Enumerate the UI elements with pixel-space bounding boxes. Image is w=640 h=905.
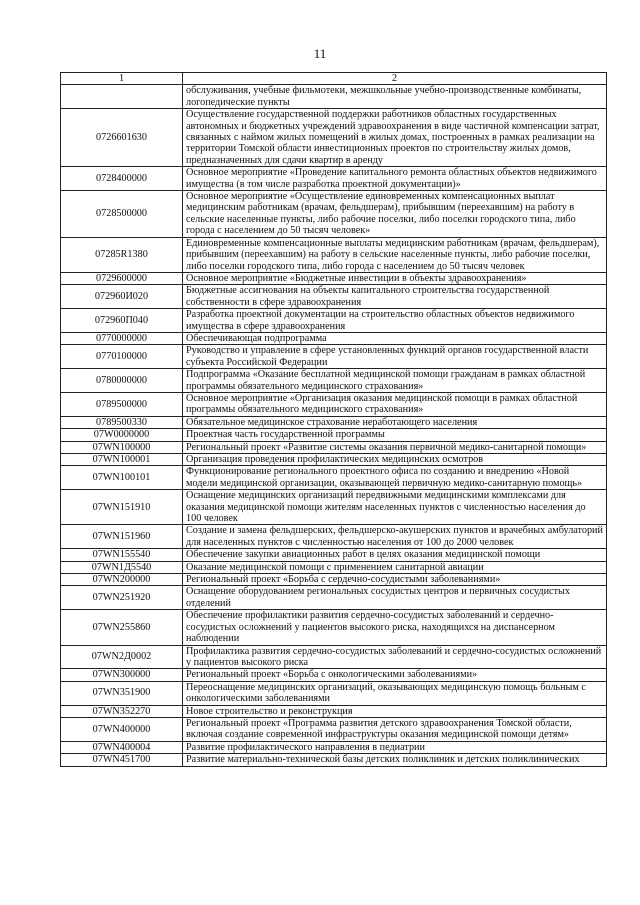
column-header-description: 2 [183,73,607,85]
table-row [61,272,607,284]
row-description-cell: Новое строительство и реконструкция [183,705,607,717]
row-description-cell: Оказание медицинской помощи с применением санитарной авиации [183,561,607,573]
row-code-cell: 07WN2Д0002 [61,645,183,669]
row-description-cell: Обеспечивающая подпрограмма [183,332,607,344]
row-code-cell: 07WN155540 [61,549,183,561]
table-row [61,309,607,333]
page-number: 11 [313,46,327,61]
table-row [61,109,607,167]
row-description-cell: Функционирование регионального проектного офиса по созданию и внедрению «Новой модели медицинской организации, оказывающей первичную медико-санитарную помощь» [183,466,607,490]
row-code-cell: 0770100000 [61,345,183,369]
row-description-cell: Организация проведения профилактических медицинских осмотров [183,454,607,466]
row-code-cell: 072960П040 [61,309,183,333]
table-row [61,681,607,705]
row-code-cell: 07WN200000 [61,574,183,586]
row-description-cell: Обеспечение профилактики развития сердечно-сосудистых заболеваний и сердечно-сосудистых осложнений у пациентов высокого риска, находящихся на диспансерном наблюдении [183,610,607,645]
row-description-cell: Разработка проектной документации на строительство областных объектов недвижимого имущества в сфере здравоохранения [183,309,607,333]
row-description-cell: Основное мероприятие «Проведение капитального ремонта областных объектов недвижимого имущества (в том числе разработка проектной документации)» [183,167,607,191]
row-code-cell: 07WN100101 [61,466,183,490]
row-description-cell: Подпрограмма «Оказание бесплатной медицинской помощи гражданам в рамках областной программы обязательного медицинского страхования» [183,369,607,393]
table-row [61,237,607,272]
row-description-cell: Переоснащение медицинских организаций, оказывающих медицинскую помощь больным с онкологическими заболеваниями [183,681,607,705]
table-row [61,669,607,681]
table-row [61,549,607,561]
table-row [61,167,607,191]
row-description-cell: Обеспечение закупки авиационных работ в целях оказания медицинской помощи [183,549,607,561]
table-row [61,191,607,238]
row-description-cell: Развитие материально-технической базы детских поликлиник и детских поликлинических [183,754,607,766]
row-code-cell: 07WN451700 [61,754,183,766]
table-row [61,369,607,393]
row-description-cell: Основное мероприятие «Бюджетные инвестиции в объекты здравоохранения» [183,272,607,284]
row-code-cell: 0726601630 [61,109,183,167]
column-header-code: 1 [61,73,183,85]
row-description-cell: Оснащение оборудованием региональных сосудистых центров и первичных сосудистых отделений [183,586,607,610]
row-code-cell: 07WN351900 [61,681,183,705]
table-row [61,561,607,573]
table-row [61,525,607,549]
table-row [61,645,607,669]
row-description-cell: Развитие профилактического направления в педиатрии [183,741,607,753]
table-row [61,416,607,428]
row-code-cell: 0789500000 [61,392,183,416]
row-code-cell: 07WN352270 [61,705,183,717]
table-header-row [61,73,607,85]
row-code-cell: 0729600000 [61,272,183,284]
table-row [61,429,607,441]
row-description-cell: Основное мероприятие «Осуществление единовременных компенсационных выплат медицинским работникам (врачам, фельдшерам), прибывшим (переехавшим) на работу в сельские населенные пункты, либо рабочие поселки, либо поселки городского типа, либо города с населением до 50 тысяч человек» [183,191,607,238]
table-row [61,345,607,369]
row-description-cell: Проектная часть государственной программы [183,429,607,441]
row-code-cell: 07WN1Д5540 [61,561,183,573]
row-description-cell: Основное мероприятие «Организация оказания медицинской помощи в рамках областной программы обязательного медицинского страхования» [183,392,607,416]
row-code-cell: 072960И020 [61,285,183,309]
table-row [61,441,607,453]
row-code-cell: 07WN151910 [61,490,183,525]
row-code-cell: 07WN251920 [61,586,183,610]
row-description-cell: Руководство и управление в сфере установленных функций органов государственной власти субъекта Российской Федерации [183,345,607,369]
row-code-cell [61,85,183,109]
row-code-cell: 07WN255860 [61,610,183,645]
row-description-cell: Региональный проект «Борьба с онкологическими заболеваниями» [183,669,607,681]
table-row [61,610,607,645]
row-description-cell: Региональный проект «Программа развития детского здравоохранения Томской области, включая создание современной инфраструктуры оказания медицинской помощи детям» [183,717,607,741]
table-row [61,332,607,344]
row-description-cell: Региональный проект «Борьба с сердечно-сосудистыми заболеваниями» [183,574,607,586]
row-code-cell: 0728500000 [61,191,183,238]
row-description-cell: Создание и замена фельдшерских, фельдшерско-акушерских пунктов и врачебных амбулаторий для населенных пунктов с численностью населения от 100 до 2000 человек [183,525,607,549]
row-code-cell: 07WN300000 [61,669,183,681]
table-row [61,392,607,416]
row-description-cell: Региональный проект «Развитие системы оказания первичной медико-санитарной помощи» [183,441,607,453]
table-row [61,466,607,490]
table-row [61,85,607,109]
table-row [61,454,607,466]
row-description-cell: обслуживания, учебные фильмотеки, межшкольные учебно-производственные комбинаты, логопедические пункты [183,85,607,109]
table-row [61,717,607,741]
row-description-cell: Бюджетные ассигнования на объекты капитального строительства государственной собственности в сфере здравоохранения [183,285,607,309]
row-description-cell: Единовременные компенсационные выплаты медицинским работникам (врачам, фельдшерам), прибывшим (переехавшим) на работу в сельские населенные пункты, либо рабочие поселки, либо поселки городского типа, либо города с населением до 50 тысяч человек [183,237,607,272]
row-code-cell: 07WN400000 [61,717,183,741]
table-row [61,586,607,610]
row-code-cell: 07W0000000 [61,429,183,441]
row-description-cell: Профилактика развития сердечно-сосудистых заболеваний и сердечно-сосудистых осложнений у пациентов высокого риска [183,645,607,669]
row-code-cell: 07WN100001 [61,454,183,466]
table-row [61,490,607,525]
row-code-cell: 07WN151960 [61,525,183,549]
table-row [61,754,607,766]
row-code-cell: 07WN100000 [61,441,183,453]
row-code-cell: 0780000000 [61,369,183,393]
row-description-cell: Оснащение медицинских организаций передвижными медицинскими комплексами для оказания медицинской помощи жителям населенных пунктов с численностью населения до 100 человек [183,490,607,525]
table-row [61,705,607,717]
row-code-cell: 0789500330 [61,416,183,428]
table-row [61,285,607,309]
row-code-cell: 0728400000 [61,167,183,191]
row-description-cell: Обязательное медицинское страхование неработающего населения [183,416,607,428]
row-description-cell: Осуществление государственной поддержки работников областных государственных автономных и бюджетных учреждений здравоохранения в виде частичной компенсации затрат, связанных с наймом жилых помещений в жилых домах, построенных в рамках реализации на территории Томской области инвестиционных проектов по строительству жилых домов, предназначенных для сдачи квартир в аренду [183,109,607,167]
budget-code-table [60,72,607,767]
row-code-cell: 07285R1380 [61,237,183,272]
row-code-cell: 07WN400004 [61,741,183,753]
row-code-cell: 0770000000 [61,332,183,344]
table-row [61,741,607,753]
table-row [61,574,607,586]
